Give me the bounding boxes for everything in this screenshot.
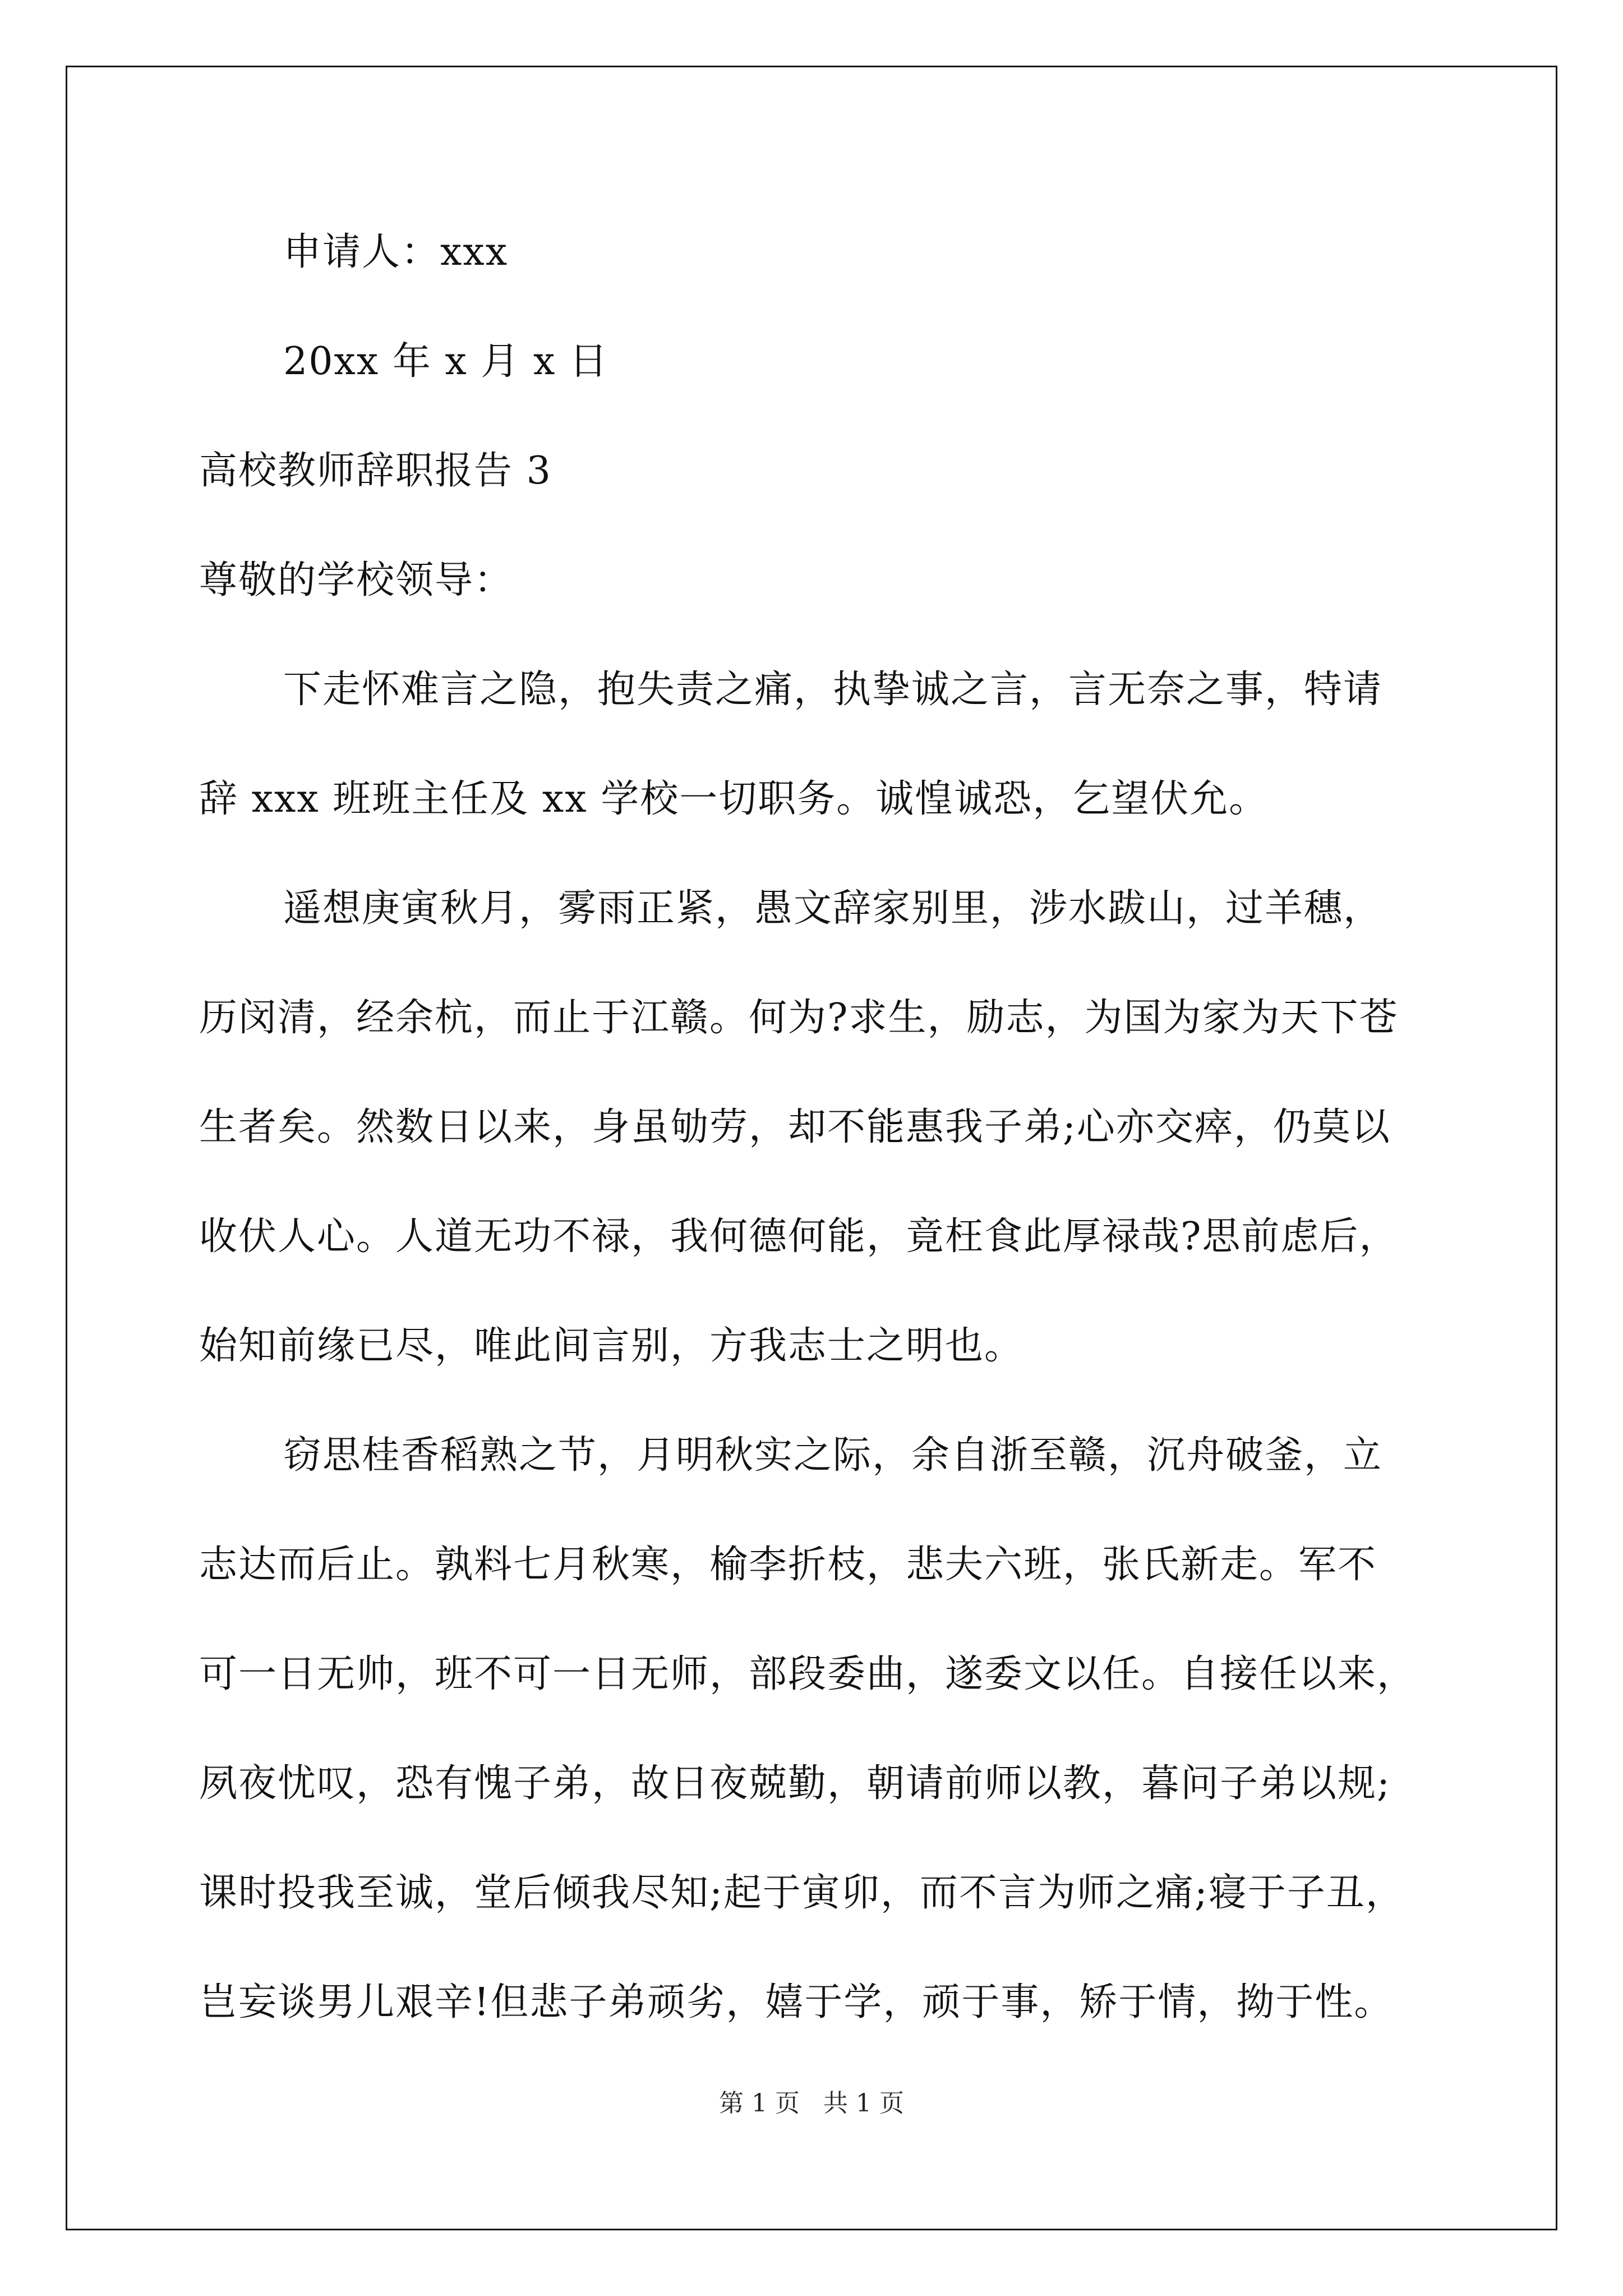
date-line: 20xx 年 x 月 x 日 (283, 339, 609, 384)
salutation: 尊敬的学校领导： (199, 558, 514, 602)
paragraph-3-line-1: 窃思桂香稻熟之节，月明秋实之际，余自浙至赣，沉舟破釜，立 (283, 1433, 1383, 1478)
paragraph-2-line-4: 收伏人心。人道无功不禄，我何德何能，竟枉食此厚禄哉?思前虑后， (199, 1214, 1399, 1259)
paragraph-3-line-5: 课时投我至诚，堂后倾我尽知;起于寅卯，而不言为师之痛;寝于子丑， (199, 1871, 1405, 1915)
paragraph-3-line-3: 可一日无帅，班不可一日无师，部段委曲，遂委文以任。自接任以来， (199, 1652, 1417, 1696)
document-title: 高校教师辞职报告 3 (199, 449, 552, 493)
paragraph-1-line-1: 下走怀难言之隐，抱失责之痛，执挚诚之言，言无奈之事，特请 (283, 668, 1383, 712)
signature-line: 申请人：xxx (283, 230, 509, 274)
paragraph-2-line-3: 生者矣。然数日以来，身虽劬劳，却不能惠我子弟;心亦交瘁，仍莫以 (199, 1105, 1391, 1149)
paragraph-3-line-4: 夙夜忧叹，恐有愧子弟，故日夜兢勤，朝请前师以教，暮问子弟以规; (199, 1761, 1391, 1806)
paragraph-3-line-6: 岂妄谈男儿艰辛!但悲子弟顽劣，嬉于学，顽于事，矫于情，拗于性。 (199, 1980, 1394, 2024)
page-footer: 第 1 页 共 1 页 (719, 2089, 904, 2118)
paragraph-3-line-2: 志达而后止。孰料七月秋寒，榆李折枝，悲夫六班，张氏新走。军不 (199, 1543, 1377, 1587)
paragraph-2-line-2: 历闵清，经余杭，而止于江赣。何为?求生，励志，为国为家为天下苍 (199, 996, 1399, 1040)
paragraph-1-line-2: 辞 xxx 班班主任及 xx 学校一切职务。诚惶诚恐，乞望伏允。 (199, 777, 1269, 821)
paragraph-2-line-1: 遥想庚寅秋月，雾雨正紧，愚文辞家别里，涉水跋山，过羊穗， (283, 886, 1383, 931)
paragraph-2-line-5: 始知前缘已尽，唯此间言别，方我志士之明也。 (199, 1324, 1024, 1368)
